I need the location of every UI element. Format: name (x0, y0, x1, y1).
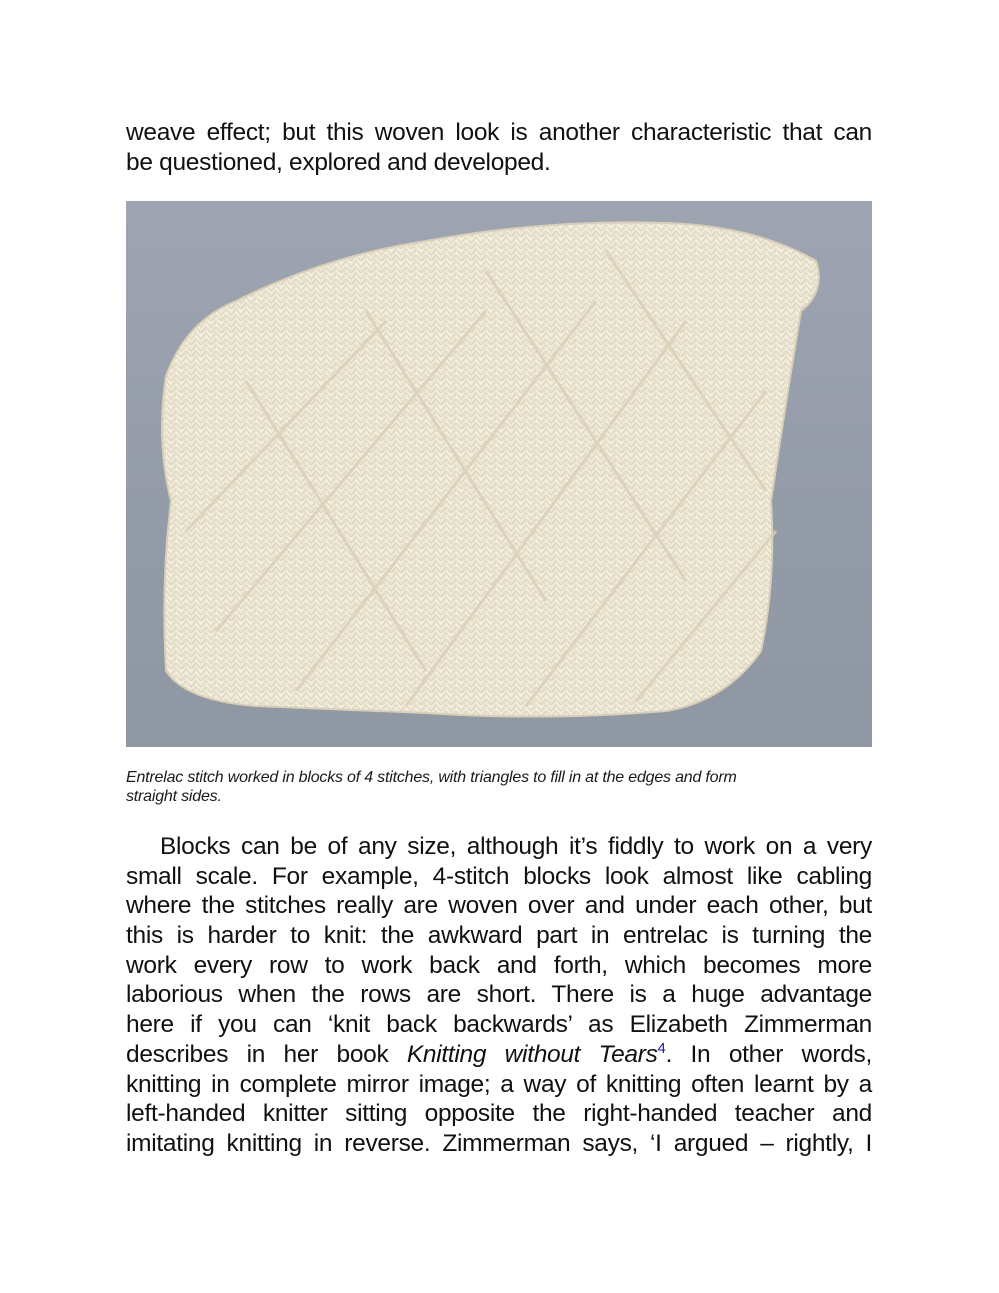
text-line: be questioned, explored and developed. (126, 148, 551, 176)
text-line: weave effect; but this woven look is another characteristic that can (126, 119, 872, 146)
knitted-swatch-illustration (126, 201, 872, 747)
caption-line: straight sides. (126, 788, 222, 805)
text-line: work every row to work back and forth, which becomes more (126, 951, 872, 979)
text-segment: . In other words, (665, 1040, 872, 1068)
second-paragraph (126, 832, 872, 1159)
swatch-shape (162, 222, 819, 716)
text-line: small scale. For example, 4-stitch blocks look almost like cabling (126, 862, 872, 890)
text-line: imitating knitting in reverse. Zimmerman says, ‘I argued – rightly, I (126, 1129, 872, 1157)
text-line: left-handed knitter sitting opposite the right-handed teacher and (126, 1100, 872, 1128)
text-line: laborious when the rows are short. There is a huge advantage (126, 981, 872, 1009)
caption-line: Entrelac stitch worked in blocks of 4 stitches, with triangles to fill in at the edges and form (126, 769, 737, 786)
text-segment: describes in her book (126, 1040, 407, 1068)
entrelac-swatch-photo (126, 201, 872, 747)
text-line: here if you can ‘knit back backwards’ as Elizabeth Zimmerman (126, 1011, 872, 1039)
figure-caption (126, 768, 866, 806)
book-title: Knitting without Tears (406, 1040, 658, 1068)
text-line-with-citation (126, 1040, 872, 1070)
text-line: this is harder to knit: the awkward part in entrelac is turning the (126, 922, 872, 950)
text-line: knitting in complete mirror image; a way of knitting often learnt by a (126, 1070, 872, 1098)
lead-paragraph (126, 118, 872, 177)
text-line: where the stitches really are woven over and under each other, but (126, 892, 872, 920)
footnote-link[interactable]: 4 (657, 1039, 666, 1057)
text-line: Blocks can be of any size, although it’s fiddly to work on a very (160, 833, 872, 860)
